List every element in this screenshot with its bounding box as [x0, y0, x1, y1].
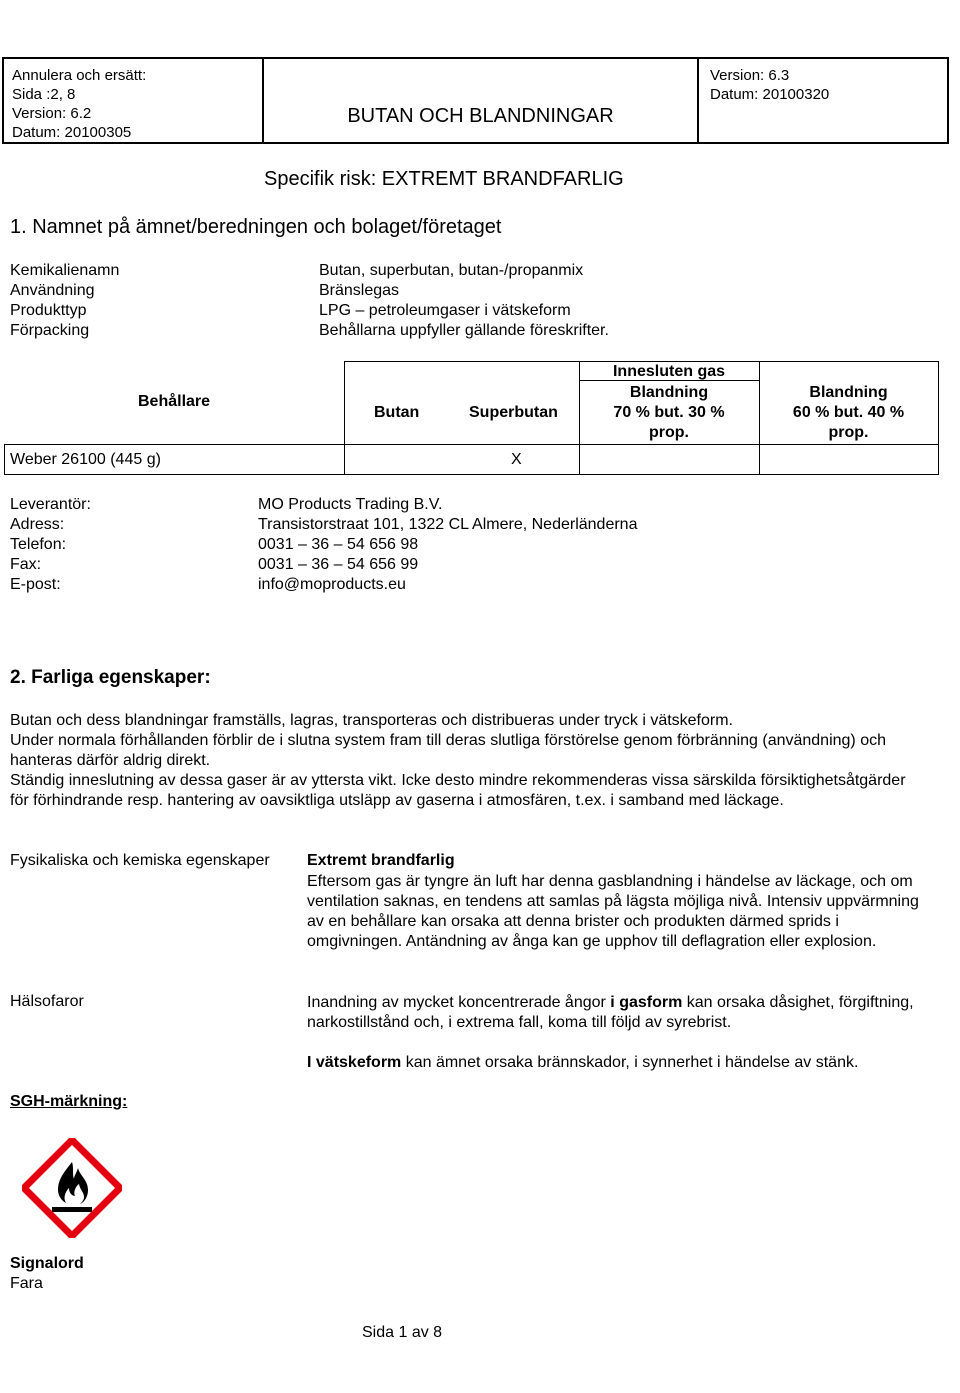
section-1-heading: 1. Namnet på ämnet/beredningen och bolaget/företaget	[10, 216, 502, 238]
physical-properties-label: Fysikaliska och kemiska egenskaper	[10, 852, 270, 869]
signal-word-label: Signalord	[10, 1255, 84, 1272]
packaging-value: Behållarna uppfyller gällande föreskrifter.	[319, 322, 609, 339]
mix-60-40-line-2: 60 % but. 40 %	[792, 404, 905, 421]
sgh-heading: SGH-märkning:	[10, 1093, 128, 1110]
usage-value: Bränslegas	[319, 282, 400, 299]
physical-properties-title: Extremt brandfarlig	[307, 852, 455, 869]
mix-60-40-header	[759, 383, 938, 443]
supplier-values	[258, 495, 637, 595]
identity-values	[319, 261, 609, 341]
current-version: Version: 6.3	[710, 67, 790, 84]
product-type-label: Produkttyp	[10, 302, 87, 319]
signal-word-value: Fara	[10, 1275, 43, 1292]
mix-70-30-header	[579, 383, 759, 443]
health-text-2b: kan ämnet orsaka brännskador, i synnerhet i händelse av stänk.	[401, 1054, 859, 1071]
address-label: Adress:	[10, 516, 65, 533]
address-value: Transistorstraat 101, 1322 CL Almere, Nederländerna	[258, 516, 638, 533]
supplier-labels	[10, 495, 91, 595]
mix-70-30-line-1: Blandning	[629, 384, 709, 401]
health-text-1b: i gasform	[610, 994, 683, 1011]
packaging-label: Förpacking	[10, 322, 90, 339]
mix-60-40-line-3: prop.	[828, 424, 869, 441]
health-hazards-label: Hälsofaror	[10, 993, 84, 1010]
hazard-paragraph-2: Under normala förhållanden förblir de i slutna system fram till deras slutliga förstörelse genom förbränning (användning) och hanteras därför aldrig direkt.	[10, 732, 886, 769]
hazard-paragraph-1: Butan och dess blandningar framställs, lagras, transporteras och distribueras under tryck i vätskeform.	[10, 712, 733, 729]
current-date: Datum: 20100320	[710, 86, 830, 103]
superbutan-column-header: Superbutan	[469, 404, 558, 421]
physical-properties-text: Eftersom gas är tyngre än luft har denna gasblandning i händelse av läckage, och om ventilation saknas, en tendens att samlas på lägsta möjliga nivå. Intensiv uppvärmning av en behållare kan orsaka att denna brister och produkten därmed sprids i omgivningen. Antändning av ånga kan ge upphov till deflagration eller explosion.	[307, 873, 919, 950]
container-header: Behållare	[138, 393, 211, 410]
chemical-name-label: Kemikalienamn	[10, 262, 120, 279]
specific-risk: Specifik risk: EXTREMT BRANDFARLIG	[264, 168, 624, 190]
document-title: BUTAN OCH BLANDNINGAR	[347, 105, 614, 127]
supplier-label: Leverantör:	[10, 496, 91, 513]
health-text-1a: Inandning av mycket koncentrerade ångor	[307, 994, 611, 1011]
header-right	[710, 66, 829, 104]
mix-70-30-line-3: prop.	[649, 424, 689, 441]
replaced-page: Sida :2, 8	[12, 86, 76, 103]
email-value: info@moproducts.eu	[258, 576, 406, 593]
butan-column-header: Butan	[374, 404, 420, 421]
identity-labels	[10, 261, 119, 341]
health-text-1c: kan orsaka dåsighet, förgiftning, narkostillstånd och, i extrema fall, koma till följd av syrebrist.	[307, 994, 914, 1031]
health-text-2a: I vätskeform	[307, 1054, 402, 1071]
mix-70-30-line-2: 70 % but. 30 %	[613, 404, 725, 421]
header-left	[12, 66, 146, 142]
fax-value: 0031 – 36 – 54 656 99	[258, 556, 419, 573]
replaced-date: Datum: 20100305	[12, 124, 132, 141]
section-2-heading: 2. Farliga egenskaper:	[10, 667, 211, 688]
page-number: Sida 1 av 8	[362, 1324, 443, 1341]
usage-label: Användning	[10, 282, 95, 299]
phone-label: Telefon:	[10, 536, 67, 553]
superbutan-mark: X	[511, 451, 522, 468]
health-hazards-text-1	[307, 993, 927, 1033]
health-hazards-text-2	[307, 1053, 927, 1073]
container-row-label: Weber 26100 (445 g)	[10, 451, 161, 468]
product-type-value: LPG – petroleumgaser i vätskeform	[319, 302, 571, 319]
phone-value: 0031 – 36 – 54 656 98	[258, 536, 419, 553]
email-label: E-post:	[10, 576, 61, 593]
supplier-value: MO Products Trading B.V.	[258, 496, 443, 513]
replaced-version: Version: 6.2	[12, 105, 92, 122]
chemical-name-value: Butan, superbutan, butan-/propanmix	[319, 262, 584, 279]
hazard-paragraph-3: Ständig inneslutning av dessa gaser är av yttersta vikt. Icke desto mindre rekommenderas vissa särskilda försiktighetsåtgärder för förhindrande resp. hantering av oavsiktliga utsläpp av gaserna i atmosfären, t.ex. i samband med läckage.	[10, 772, 906, 809]
replaced-label: Annulera och ersätt:	[12, 67, 147, 84]
fax-label: Fax:	[10, 556, 42, 573]
enclosed-gas-header: Innesluten gas	[612, 363, 726, 380]
flame-icon	[22, 1138, 122, 1238]
mix-60-40-line-1: Blandning	[809, 384, 888, 401]
